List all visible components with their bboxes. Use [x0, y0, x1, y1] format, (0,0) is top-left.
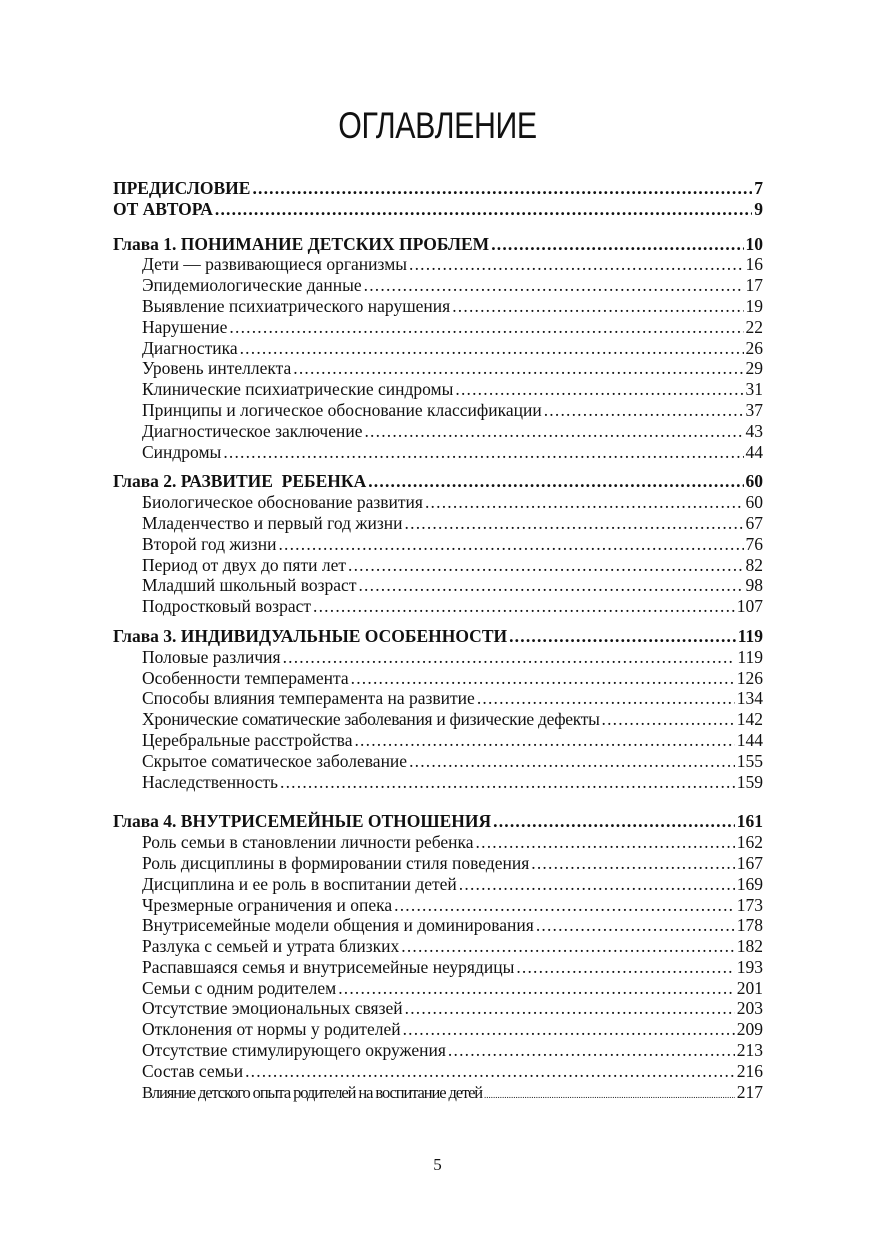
entry-label: Подростковый возраст: [142, 596, 312, 617]
entry-page: 144: [736, 729, 763, 750]
dot-leader: [409, 254, 743, 275]
dot-leader: [394, 895, 735, 916]
dot-leader: [448, 1040, 735, 1061]
dot-leader: [491, 234, 743, 255]
dot-leader: [409, 751, 735, 772]
toc-entry[interactable]: [113, 296, 763, 317]
entry-label: Роль дисциплины в формировании стиля поведения: [142, 852, 530, 873]
entry-page: 107: [736, 596, 763, 617]
page-title: ОГЛАВЛЕНИЕ: [338, 104, 537, 146]
entry-page: 161: [736, 811, 763, 832]
dot-leader: [602, 709, 735, 730]
entry-label: Состав семьи: [142, 1060, 244, 1081]
entry-page: 216: [736, 1060, 763, 1081]
toc-entry[interactable]: [113, 575, 763, 596]
entry-page: 169: [736, 873, 763, 894]
entry-label: Семьи с одним родителем: [142, 977, 337, 998]
toc-entry[interactable]: [113, 853, 763, 874]
toc-chapter-heading[interactable]: [113, 471, 763, 492]
entry-label: Нарушение: [142, 316, 228, 337]
toc-entry[interactable]: [113, 936, 763, 957]
toc-entry[interactable]: [113, 751, 763, 772]
entry-label: Биологическое обоснование развития: [142, 492, 423, 513]
toc-entry-preface[interactable]: [113, 178, 763, 199]
entry-page: 67: [745, 512, 763, 533]
entry-label: Глава 1. ПОНИМАНИЕ ДЕТСКИХ ПРОБЛЕМ: [113, 233, 490, 254]
entry-page: 10: [745, 233, 763, 254]
toc-entry[interactable]: [113, 358, 763, 379]
entry-page: 17: [745, 275, 763, 296]
chapter-1: [113, 234, 763, 463]
entry-page: 44: [745, 441, 763, 462]
dot-leader: [354, 730, 734, 751]
chapter-2: [113, 471, 763, 617]
entry-label: Синдромы: [142, 441, 222, 462]
entry-page: 60: [745, 492, 763, 513]
entry-label: Дисциплина и ее роль в воспитании детей: [142, 873, 457, 894]
dot-leader: [459, 874, 735, 895]
entry-label: Период от двух до пяти лет: [142, 554, 347, 575]
dot-leader: [240, 338, 744, 359]
entry-page: 22: [745, 316, 763, 337]
entry-label: Роль семьи в становлении личности ребенка: [142, 832, 474, 853]
entry-label: Церебральные расстройства: [142, 729, 353, 750]
entry-page: 43: [745, 420, 763, 441]
dot-leader: [364, 275, 744, 296]
entry-page: 9: [754, 198, 763, 219]
entry-label: Чрезмерные ограничения и опека: [142, 894, 393, 915]
entry-label: Клинические психиатрические синдромы: [142, 379, 454, 400]
entry-label: Младенчество и первый год жизни: [142, 512, 403, 533]
entry-page: 119: [737, 646, 763, 667]
entry-label: Диагностика: [142, 337, 238, 358]
dot-leader: [245, 1061, 735, 1082]
dot-leader: [283, 647, 736, 668]
toc-entry[interactable]: [113, 513, 763, 534]
dot-leader: [215, 199, 752, 220]
page-number: 5: [433, 1155, 442, 1174]
entry-label: Скрытое соматическое заболевание: [142, 750, 408, 771]
dot-leader: [452, 296, 743, 317]
entry-page: 159: [736, 771, 763, 792]
entry-page: 98: [745, 575, 763, 596]
dot-leader: [531, 853, 734, 874]
entry-label: Эпидемиологические данные: [142, 275, 362, 296]
entry-label: Отсутствие стимулирующего окружения: [142, 1040, 446, 1061]
entry-page: 134: [736, 688, 763, 709]
entry-page: 7: [754, 178, 763, 198]
entry-page: 155: [736, 750, 763, 771]
chapter-4: [113, 811, 763, 1105]
toc-entry[interactable]: [113, 1061, 763, 1082]
toc-entry[interactable]: [113, 668, 763, 689]
dot-leader: [405, 513, 744, 534]
dot-leader: [544, 400, 744, 421]
entry-label: Младший школьный возраст: [142, 575, 357, 596]
entry-label: Особенности темперамента: [142, 667, 349, 688]
entry-page: 217: [736, 1081, 763, 1102]
entry-label: Отклонения от нормы у родителей: [142, 1019, 401, 1040]
dot-leader: [368, 471, 743, 492]
dot-leader: [351, 668, 735, 689]
entry-label: Влияние детского опыта родителей на воспитание детей: [142, 1082, 483, 1102]
dot-leader: [348, 555, 743, 576]
entry-page: 193: [736, 956, 763, 977]
toc-entry[interactable]: [113, 895, 763, 916]
toc-entry[interactable]: [113, 275, 763, 296]
entry-label: Внутрисемейные модели общения и доминирования: [142, 915, 534, 936]
dot-leader: [509, 626, 736, 647]
table-of-contents: [113, 178, 763, 1107]
entry-label: ПРЕДИСЛОВИЕ: [113, 178, 251, 198]
dot-leader: [425, 492, 744, 513]
entry-page: 201: [736, 977, 763, 998]
entry-label: Отсутствие эмоциональных связей: [142, 998, 403, 1019]
dot-leader: [338, 978, 735, 999]
toc-entry[interactable]: [113, 688, 763, 709]
dot-leader: [493, 811, 735, 832]
toc-entry[interactable]: [113, 379, 763, 400]
entry-page: 167: [736, 852, 763, 873]
dot-leader: [536, 915, 735, 936]
entry-label: Глава 3. ИНДИВИДУАЛЬНЫЕ ОСОБЕННОСТИ: [113, 625, 508, 646]
entry-page: 16: [745, 254, 763, 275]
entry-label: Принципы и логическое обоснование классификации: [142, 399, 542, 420]
dot-leader: [364, 421, 743, 442]
toc-chapter-heading[interactable]: [113, 626, 763, 647]
toc-entry[interactable]: [113, 555, 763, 576]
toc-entry[interactable]: [113, 254, 763, 275]
entry-page: 173: [736, 894, 763, 915]
toc-entry[interactable]: [113, 998, 763, 1019]
toc-entry[interactable]: [113, 317, 763, 338]
toc-entry[interactable]: [113, 338, 763, 359]
entry-label: Глава 2. РАЗВИТИЕ РЕБЕНКА: [113, 471, 367, 492]
entry-label: Наследственность: [142, 771, 279, 792]
dot-leader: [229, 317, 743, 338]
entry-page: 76: [745, 533, 763, 554]
entry-page: 37: [745, 399, 763, 420]
entry-page: 178: [736, 915, 763, 936]
dot-leader: [280, 772, 735, 793]
front-matter: [113, 178, 763, 220]
entry-page: 142: [736, 709, 763, 730]
dot-leader: [484, 1082, 735, 1106]
toc-entry[interactable]: [113, 772, 763, 793]
entry-page: 213: [736, 1040, 763, 1061]
toc-entry[interactable]: [113, 978, 763, 999]
entry-page: 19: [745, 295, 763, 316]
dot-leader: [358, 575, 743, 596]
entry-label: ОТ АВТОРА: [113, 198, 213, 219]
toc-entry[interactable]: [113, 492, 763, 513]
entry-label: Второй год жизни: [142, 533, 277, 554]
toc-entry[interactable]: [113, 400, 763, 421]
entry-page: 29: [745, 358, 763, 379]
dot-leader: [313, 596, 735, 617]
toc-chapter-heading[interactable]: [113, 234, 763, 255]
dot-leader: [252, 178, 752, 199]
entry-label: Глава 4. ВНУТРИСЕМЕЙНЫЕ ОТНОШЕНИЯ: [113, 811, 492, 832]
toc-entry[interactable]: [113, 709, 763, 730]
toc-entry[interactable]: [113, 647, 763, 668]
toc-entry[interactable]: [113, 730, 763, 751]
toc-entry[interactable]: [113, 957, 763, 978]
entry-label: Разлука с семьей и утрата близких: [142, 936, 400, 957]
entry-page: 126: [736, 667, 763, 688]
entry-page: 203: [736, 998, 763, 1019]
toc-entry[interactable]: [113, 874, 763, 895]
entry-label: Уровень интеллекта: [142, 358, 292, 379]
entry-label: Диагностическое заключение: [142, 420, 363, 441]
entry-page: 82: [745, 554, 763, 575]
entry-page: 119: [737, 625, 763, 646]
entry-label: Распавшаяся семья и внутрисемейные неурядицы: [142, 956, 515, 977]
toc-entry[interactable]: [113, 421, 763, 442]
toc-entry-from-author[interactable]: [113, 199, 763, 220]
entry-page: 182: [736, 936, 763, 957]
entry-page: 209: [736, 1019, 763, 1040]
toc-chapter-heading[interactable]: [113, 811, 763, 832]
dot-leader: [223, 442, 743, 463]
entry-page: 162: [736, 832, 763, 853]
dot-leader: [401, 936, 735, 957]
entry-page: 31: [745, 379, 763, 400]
dot-leader: [293, 358, 743, 379]
entry-page: 60: [745, 471, 763, 492]
entry-label: Половые различия: [142, 646, 281, 667]
toc-entry[interactable]: [113, 596, 763, 617]
dot-leader: [516, 957, 734, 978]
chapter-3: [113, 626, 763, 792]
toc-entry[interactable]: [113, 915, 763, 936]
dot-leader: [278, 534, 743, 555]
entry-label: Дети — развивающиеся организмы: [142, 254, 408, 275]
toc-entry[interactable]: [113, 534, 763, 555]
toc-entry[interactable]: [113, 832, 763, 853]
toc-entry[interactable]: [113, 1082, 763, 1106]
dot-leader: [405, 998, 735, 1019]
entry-label: Хронические соматические заболевания и физические дефекты: [142, 709, 600, 730]
entry-page: 26: [745, 337, 763, 358]
entry-label: Способы влияния темперамента на развитие: [142, 688, 475, 709]
dot-leader: [477, 688, 735, 709]
toc-entry[interactable]: [113, 442, 763, 463]
dot-leader: [455, 379, 743, 400]
dot-leader: [403, 1019, 735, 1040]
entry-label: Выявление психиатрического нарушения: [142, 295, 451, 316]
toc-entry[interactable]: [113, 1019, 763, 1040]
dot-leader: [476, 832, 735, 853]
toc-entry[interactable]: [113, 1040, 763, 1061]
